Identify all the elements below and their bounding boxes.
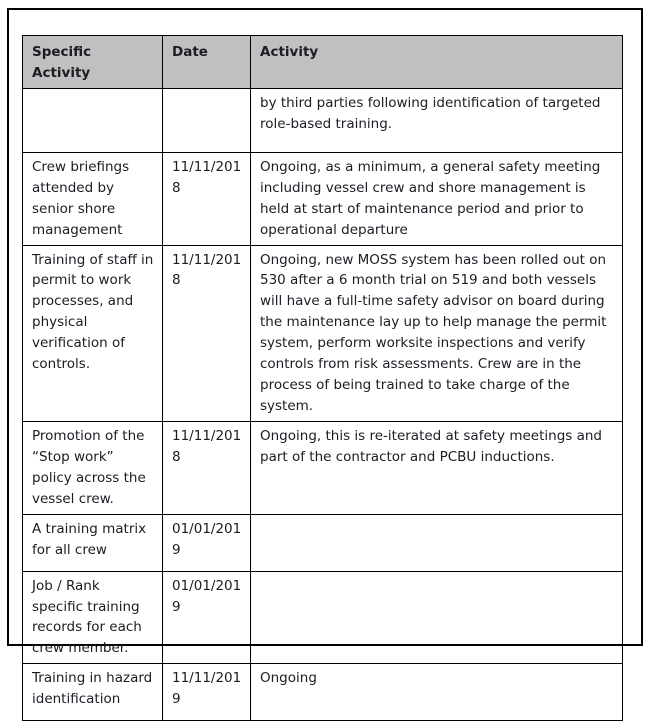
cell-activity: Ongoing [251,664,623,721]
cell-specific-activity: Training of staff in permit to work processes, and physical verification of controls. [23,245,163,421]
cell-specific-activity: Training in hazard identification [23,664,163,721]
activity-status-table [22,35,623,721]
column-header-date: Date [163,36,251,89]
cell-specific-activity: Crew briefings attended by senior shore management [23,152,163,245]
cell-date: 11/11/2018 [163,421,251,514]
header-row [23,36,623,89]
table-row [23,152,623,245]
cell-activity: by third parties following identification of targeted role-based training. [251,88,623,152]
cell-activity [251,514,623,571]
cell-activity: Ongoing, this is re-iterated at safety meetings and part of the contractor and PCBU inductions. [251,421,623,514]
table-row [23,88,623,152]
cell-date: 01/01/2019 [163,571,251,664]
table-row [23,245,623,421]
table-row [23,571,623,664]
cell-specific-activity [23,88,163,152]
page-border-frame [7,8,643,708]
cell-activity: Ongoing, new MOSS system has been rolled out on 530 after a 6 month trial on 519 and both vessels will have a full-time safety advisor on board during the maintenance lay up to help manage the permit system, perform worksite inspections and verify controls from risk assessments. Crew are in the process of being trained to take charge of the system. [251,245,623,421]
table-header [23,36,623,89]
cell-date [163,88,251,152]
cell-activity: Ongoing, as a minimum, a general safety meeting including vessel crew and shore management is held at start of maintenance period and prior to operational departure [251,152,623,245]
table-row [23,514,623,571]
column-header-specific-activity: Specific Activity [23,36,163,89]
table-row [23,664,623,721]
column-header-activity: Activity [251,36,623,89]
cell-specific-activity: Promotion of the “Stop work” policy across the vessel crew. [23,421,163,514]
cell-specific-activity: Job / Rank specific training records for each crew member. [23,571,163,664]
table-body [23,88,623,720]
table-row [23,421,623,514]
cell-date: 01/01/2019 [163,514,251,571]
cell-date: 11/11/2018 [163,152,251,245]
cell-date: 11/11/2019 [163,664,251,721]
cell-date: 11/11/2018 [163,245,251,421]
cell-specific-activity: A training matrix for all crew [23,514,163,571]
cell-activity [251,571,623,664]
